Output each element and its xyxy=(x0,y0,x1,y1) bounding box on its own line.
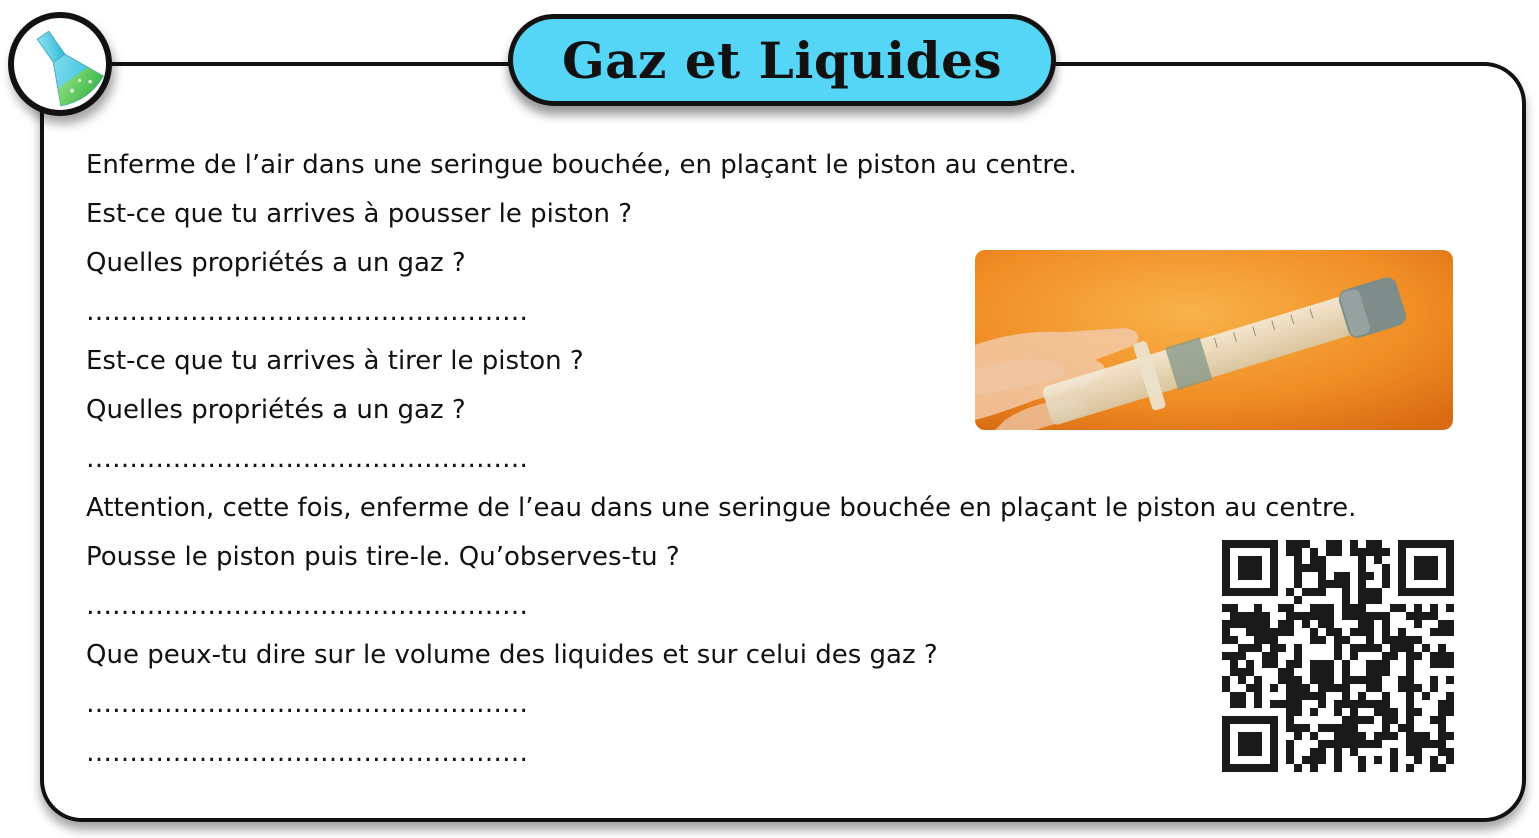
instruction-line: Enferme de l’air dans une seringue bouchée, en plaçant le piston au centre. xyxy=(86,150,1077,180)
title-banner xyxy=(508,14,1056,106)
answer-blank: …………………………………………… xyxy=(86,591,528,621)
question-line: Quelles propriétés a un gaz ? xyxy=(86,395,466,425)
qr-code[interactable] xyxy=(1222,540,1454,772)
question-line: Est-ce que tu arrives à pousser le piston ? xyxy=(86,199,633,229)
syringe-photo xyxy=(975,250,1453,430)
answer-blank: …………………………………………… xyxy=(86,444,528,474)
answer-blank: …………………………………………… xyxy=(86,297,528,327)
answer-blank: …………………………………………… xyxy=(86,689,528,719)
answer-blank: …………………………………………… xyxy=(86,738,528,768)
question-line: Quelles propriétés a un gaz ? xyxy=(86,248,466,278)
question-line: Pousse le piston puis tire-le. Qu’observes-tu ? xyxy=(86,542,680,572)
page-title: Gaz et Liquides xyxy=(561,30,1003,90)
flask-badge xyxy=(8,12,112,116)
question-line: Que peux-tu dire sur le volume des liquides et sur celui des gaz ? xyxy=(86,640,938,670)
instruction-line: Attention, cette fois, enferme de l’eau dans une seringue bouchée en plaçant le piston au centre. xyxy=(86,493,1357,523)
flask-icon xyxy=(24,26,108,110)
question-line: Est-ce que tu arrives à tirer le piston ? xyxy=(86,346,584,376)
